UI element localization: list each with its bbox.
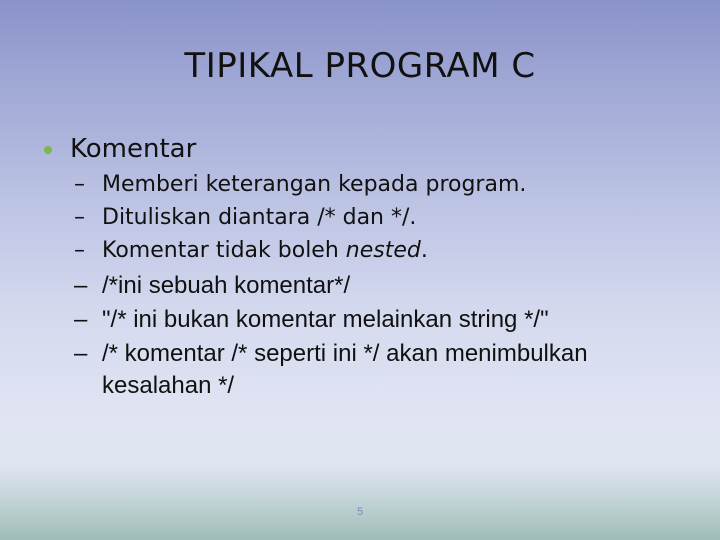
sub-item-text: Komentar tidak boleh — [102, 238, 346, 263]
sub-item-text: Dituliskan diantara /* dan */. — [102, 205, 417, 230]
bullet-item-komentar — [44, 134, 196, 164]
bullet-dot-icon — [44, 146, 52, 154]
slide-title: TIPIKAL PROGRAM C — [184, 46, 536, 86]
sub-item-suffix: . — [420, 238, 428, 263]
bullet-label: Komentar — [70, 134, 197, 164]
sub-item-6-continuation: kesalahan */ — [102, 372, 235, 399]
sub-item-text: /* komentar /* seperti ini */ akan menimbulkan — [102, 340, 588, 367]
dash-marker: – — [74, 306, 88, 333]
dash-marker: – — [74, 340, 88, 367]
sub-item-5 — [74, 306, 549, 334]
sub-item-1 — [74, 172, 526, 197]
sub-item-text: Memberi keterangan kepada program. — [102, 172, 527, 197]
sub-item-3 — [74, 238, 428, 263]
sub-item-text: /*ini sebuah komentar*/ — [102, 272, 351, 299]
sub-item-4 — [74, 272, 350, 300]
sub-item-text: "/* ini bukan komentar melainkan string */" — [102, 306, 549, 333]
sub-item-2 — [74, 205, 416, 230]
page-number: 5 — [356, 506, 364, 518]
dash-marker: – — [74, 272, 88, 299]
dash-marker: – — [74, 172, 85, 197]
sub-item-6 — [74, 340, 588, 368]
dash-marker: – — [74, 238, 85, 263]
sub-item-italic: nested — [345, 238, 421, 263]
dash-marker: – — [74, 205, 85, 230]
